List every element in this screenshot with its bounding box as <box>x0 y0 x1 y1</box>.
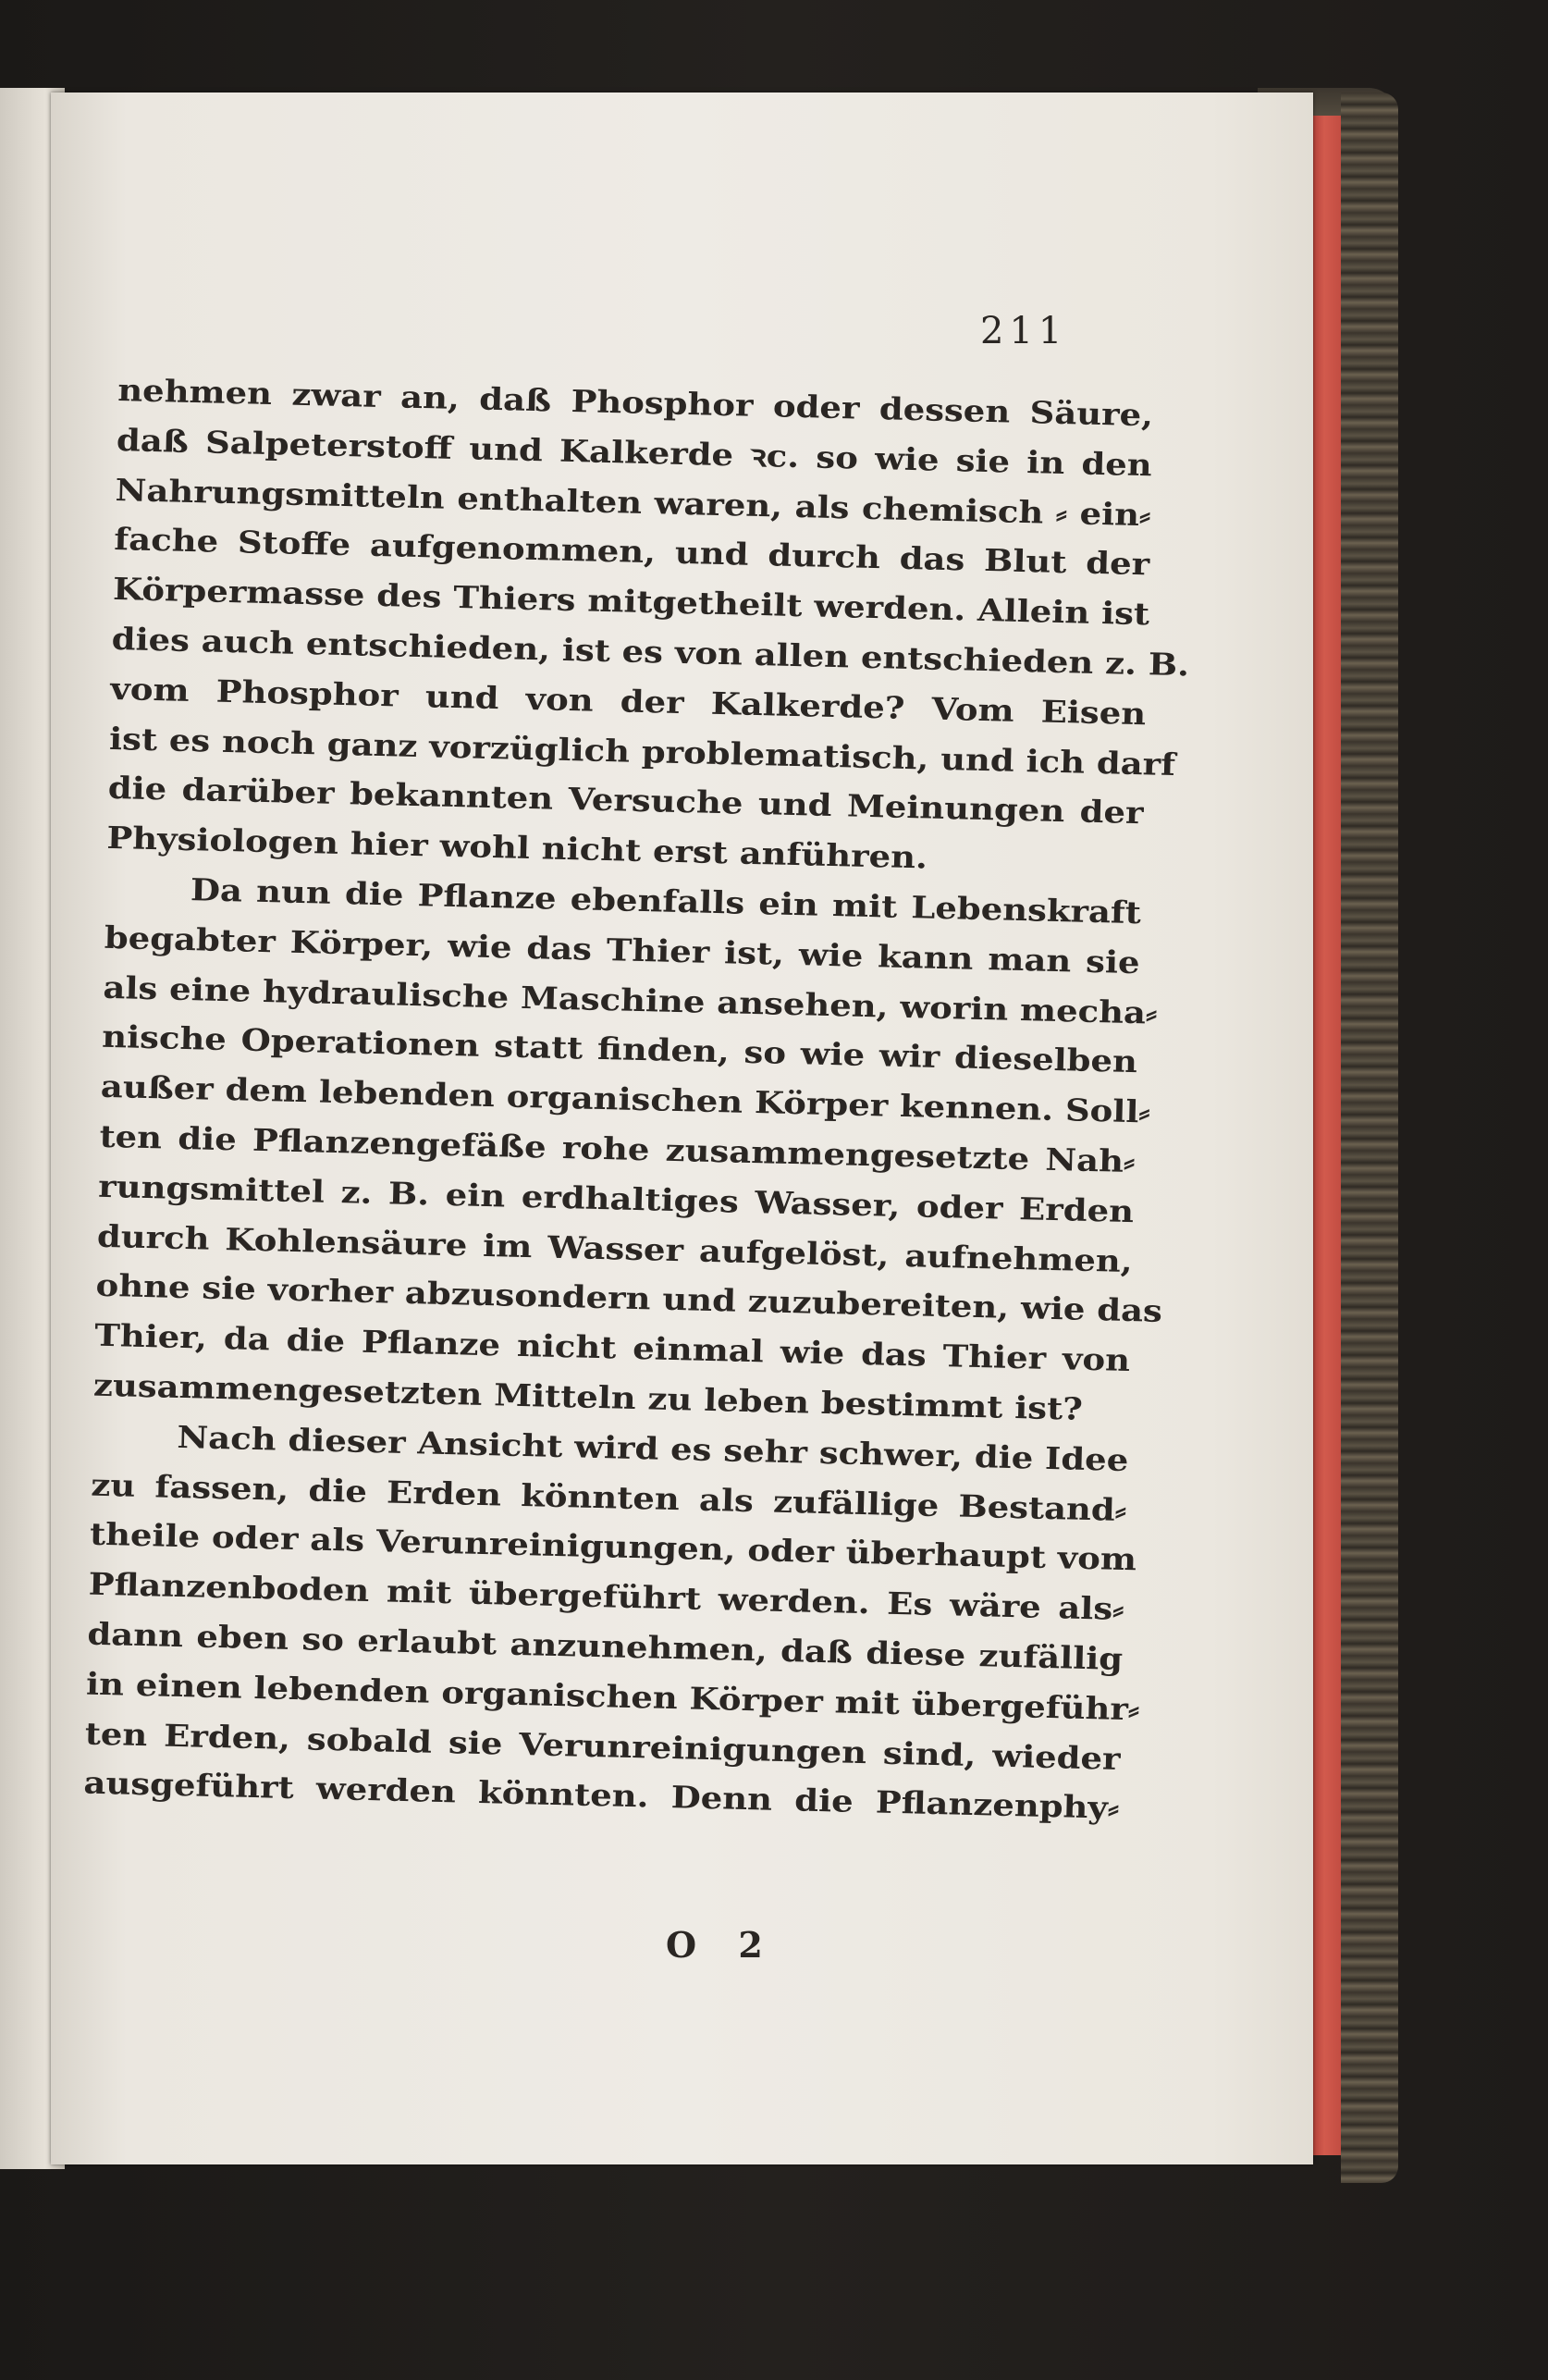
text-line: Da nun die Pflanze ebenfalls ein mit Lebenskraft <box>190 871 1142 931</box>
text-line: begabter Körper, wie das Thier ist, wie kann man sie <box>104 919 1141 980</box>
text-line: Körpermasse des Thiers mitgetheilt werden. Allein ist <box>112 571 1150 633</box>
text-line: zu fassen, die Erden könnten als zufällige Bestand⸗ <box>90 1466 1127 1528</box>
text-line: nehmen zwar an, daß Phosphor oder dessen Säure, <box>117 371 1154 434</box>
body-text <box>79 365 1190 2009</box>
text-line: vom Phosphor und von der Kalkerde? Vom Eisen <box>109 670 1147 733</box>
text-line: die darüber bekannten Versuche und Meinungen der <box>107 770 1144 832</box>
printer-signature-mark: O 2 <box>666 1924 778 1966</box>
text-line: nische Operationen statt finden, so wie wir dieselben <box>101 1018 1138 1080</box>
text-line: zusammengesetzten Mitteln zu leben bestimmt ist? <box>92 1366 1084 1427</box>
text-line: daß Salpeterstoff und Kalkerde ꝛc. so wie sie in den <box>116 421 1153 484</box>
text-line: dann eben so erlaubt anzunehmen, daß diese zufällig <box>87 1615 1124 1677</box>
red-page-edge <box>1313 116 1341 2155</box>
text-line: Pflanzenboden mit übergeführt werden. Es wäre als⸗ <box>88 1565 1124 1628</box>
text-line: ist es noch ganz vorzüglich problematisch, und ich darf <box>108 720 1176 783</box>
text-line: ten Erden, sobald sie Verunreinigungen sind, wieder <box>84 1715 1122 1777</box>
text-line: in einen lebenden organischen Körper mit übergeführ⸗ <box>85 1665 1140 1728</box>
text-line: ausgeführt werden könnten. Denn die Pflanzenphy⸗ <box>83 1764 1120 1827</box>
text-line: außer dem lebenden organischen Körper kennen. Soll⸗ <box>100 1067 1151 1130</box>
page-number: 211 <box>980 310 1068 352</box>
text-line: ohne sie vorher abzusondern und zuzubereiten, wie das <box>95 1267 1163 1330</box>
text-line: Physiologen hier wohl nicht erst anführen. <box>106 820 928 876</box>
text-line: durch Kohlensäure im Wasser aufgelöst, aufnehmen, <box>96 1217 1134 1279</box>
book-cover-spine <box>1341 92 1398 2183</box>
text-line: als eine hydraulische Maschine ansehen, worin mecha⸗ <box>103 968 1158 1031</box>
text-line: Nahrungsmitteln enthalten waren, als chemisch ⸗ ein⸗ <box>115 471 1151 533</box>
text-line: fache Stoffe aufgenommen, und durch das Blut der <box>113 521 1150 583</box>
text-line: Nach dieser Ansicht wird es sehr schwer, die Idee <box>177 1418 1129 1478</box>
text-line: ten die Pflanzengefäße rohe zusammengesetzte Nah⸗ <box>99 1117 1136 1180</box>
text-line: dies auch entschieden, ist es von allen entschieden z. B. <box>111 620 1190 684</box>
text-line: theile oder als Verunreinigungen, oder überhaupt vom <box>89 1515 1137 1578</box>
text-line: rungsmittel z. B. ein erdhaltiges Wasser, oder Erden <box>97 1167 1135 1229</box>
text-line: Thier, da die Pflanze nicht einmal wie das Thier von <box>93 1316 1131 1379</box>
